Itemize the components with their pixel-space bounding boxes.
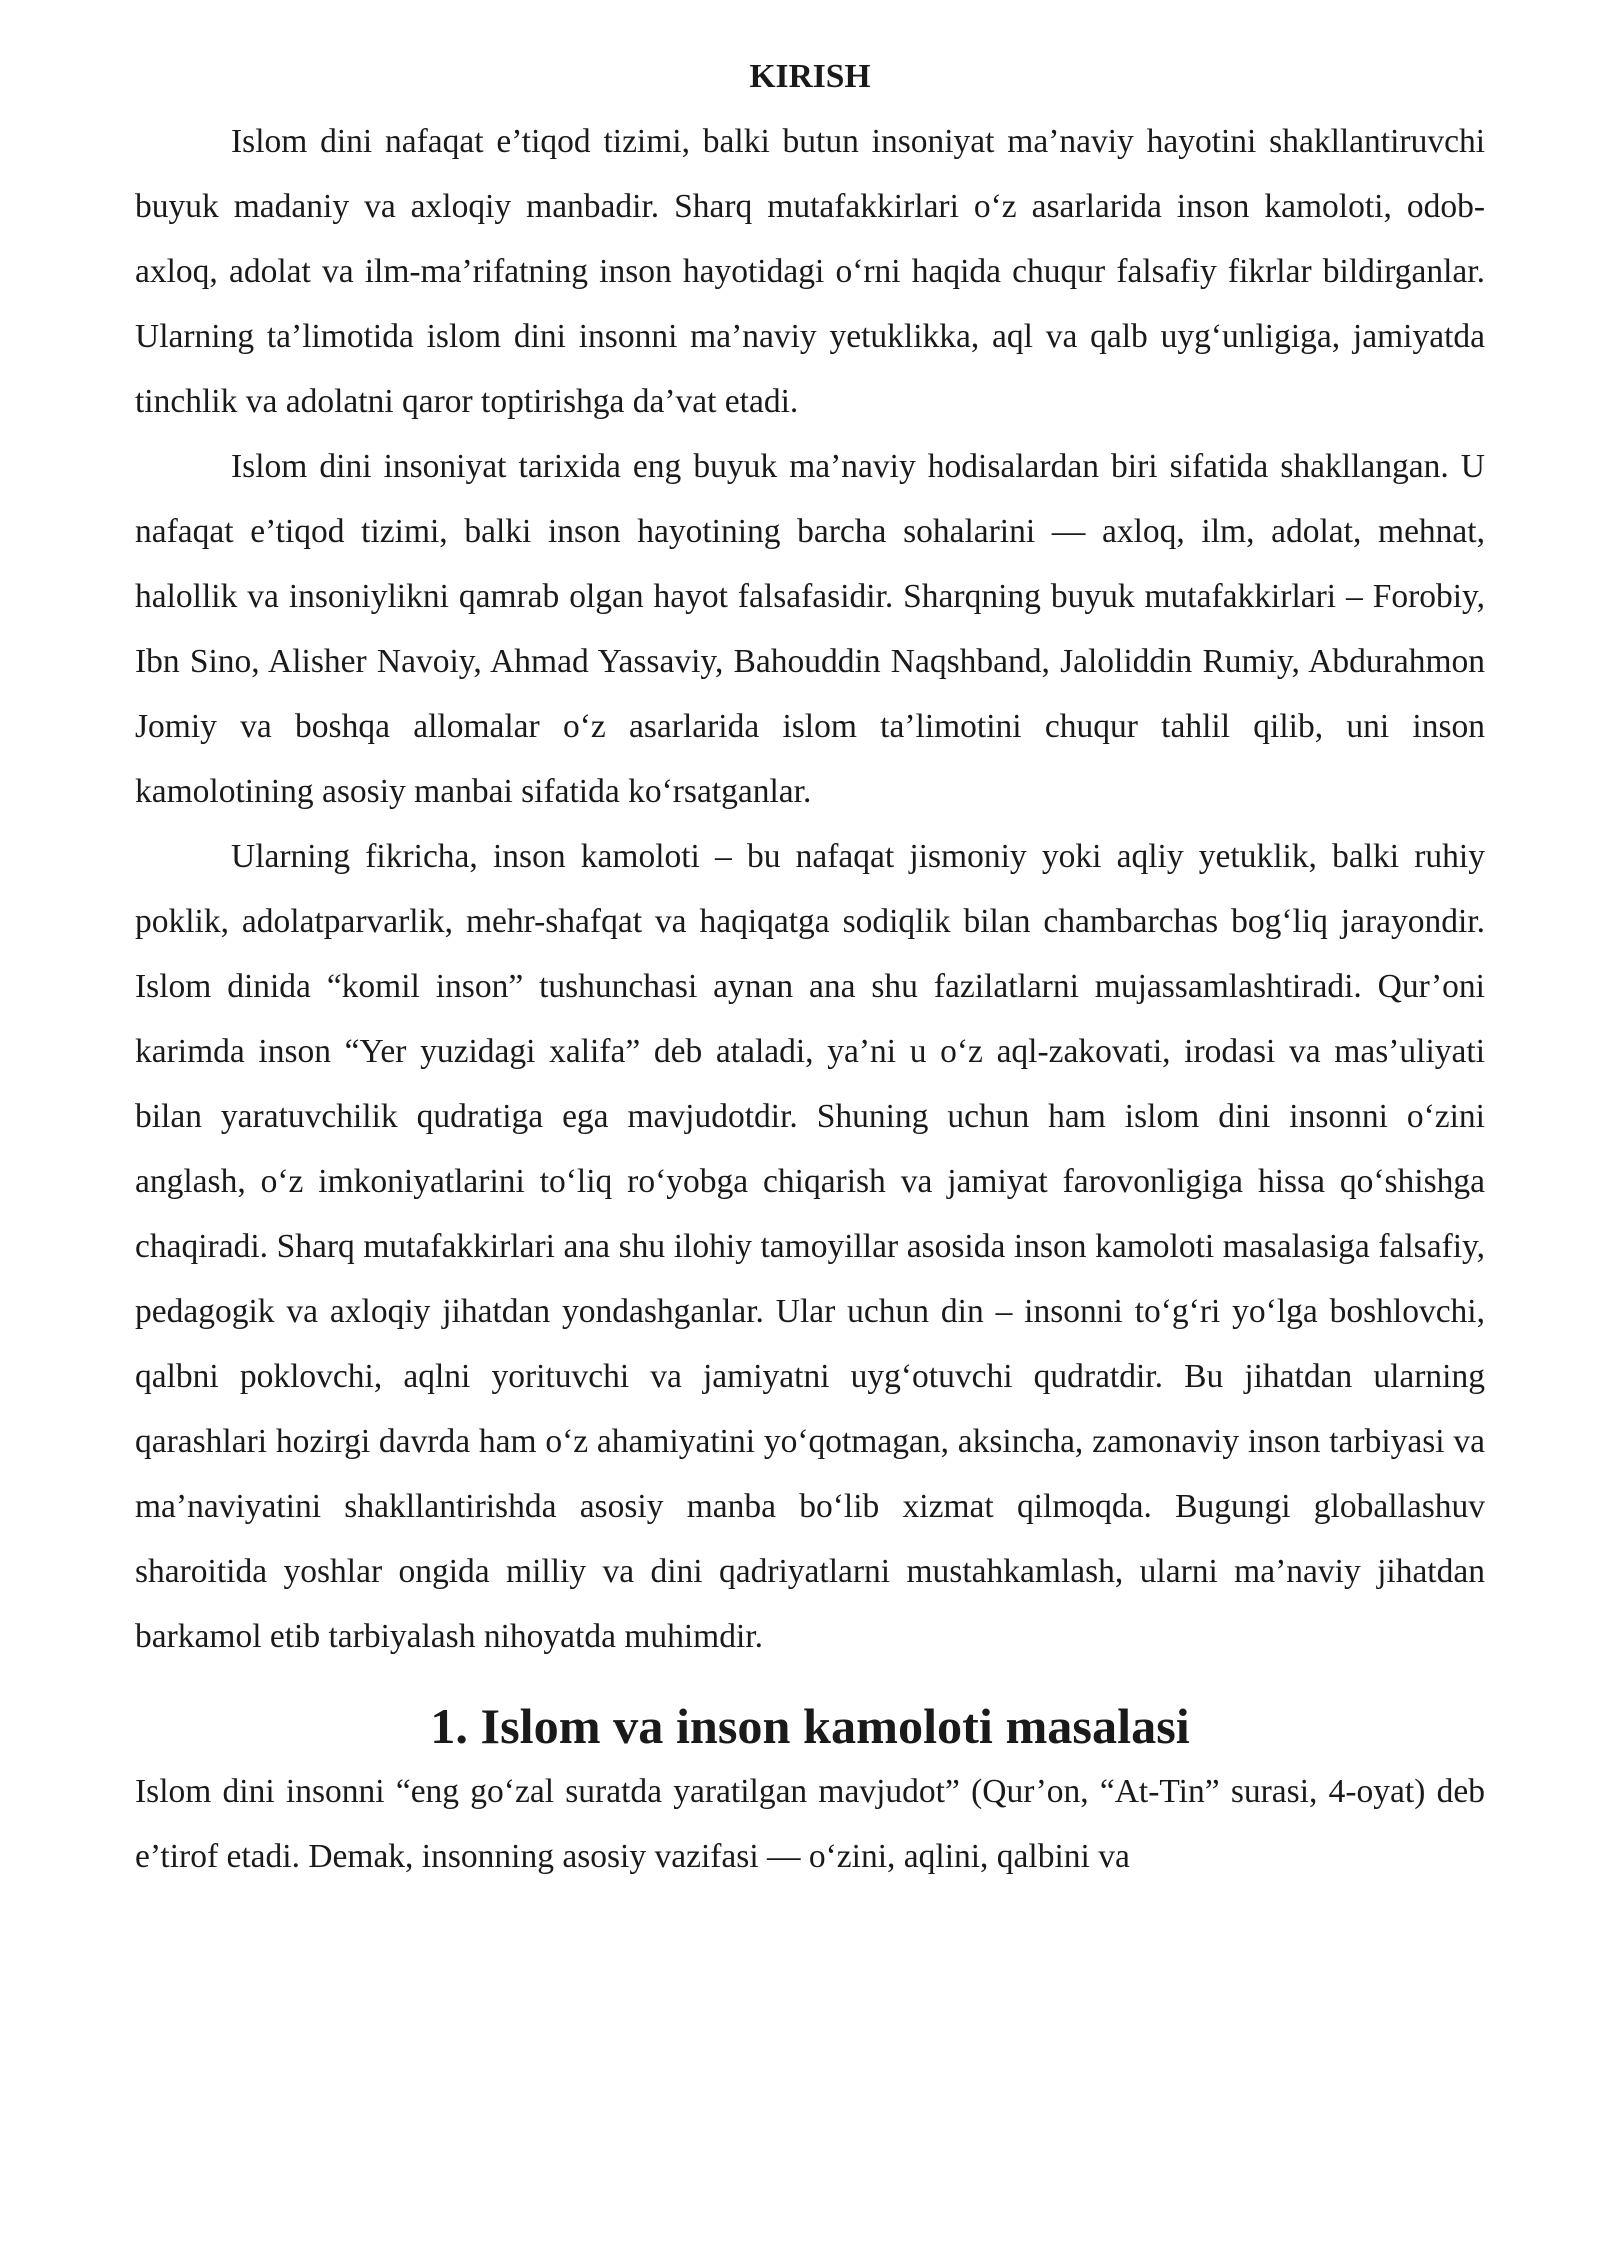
intro-paragraph-1: Islom dini nafaqat e’tiqod tizimi, balki butun insoniyat ma’naviy hayotini shakllantiruvchi buyuk madaniy va axloqiy manbadir. Sharq mutafakkirlari o‘z asarlarida inson kamoloti, odob-axloq, adolat va ilm-ma’rifatning inson hayotidagi o‘rni haqida chuqur falsafiy fikrlar bildirganlar. Ularning ta’limotida islom dini insonni ma’naviy yetuklikka, aql va qalb uyg‘unligiga, jamiyatda tinchlik va adolatni qaror toptirishga da’vat etadi.: [135, 123, 1485, 420]
page-title: KIRISH: [749, 58, 871, 95]
intro-paragraph-2: Islom dini insoniyat tarixida eng buyuk ma’naviy hodisalardan biri sifatida shakllangan. U nafaqat e’tiqod tizimi, balki inson hayotining barcha sohalarini — axloq, ilm, adolat, mehnat, halollik va insoniylikni qamrab olgan hayot falsafasidir. Sharqning buyuk mutafakkirlari – Forobiy, Ibn Sino, Alisher Navoiy, Ahmad Yassaviy, Bahouddin Naqshband, Jaloliddin Rumiy, Abdurahmon Jomiy va boshqa allomalar o‘z asarlarida islom ta’limotini chuqur tahlil qilib, uni inson kamolotining asosiy manbai sifatida ko‘rsatganlar.: [135, 448, 1485, 810]
intro-paragraph-3: Ularning fikricha, inson kamoloti – bu nafaqat jismoniy yoki aqliy yetuklik, balki ruhiy poklik, adolatparvarlik, mehr-shafqat va haqiqatga sodiqlik bilan chambarchas bog‘liq jarayondir. Islom dinida “komil inson” tushunchasi aynan ana shu fazilatlarni mujassamlashtiradi. Qur’oni karimda inson “Yer yuzidagi xalifa” deb ataladi, ya’ni u o‘z aql-zakovati, irodasi va mas’uliyati bilan yaratuvchilik qudratiga ega mavjudotdir. Shuning uchun ham islom dini insonni o‘zini anglash, o‘z imkoniyatlarini to‘liq ro‘yobga chiqarish va jamiyat farovonligiga hissa qo‘shishga chaqiradi. Sharq mutafakkirlari ana shu ilohiy tamoyillar asosida inson kamoloti masalasiga falsafiy, pedagogik va axloqiy jihatdan yondashganlar. Ular uchun din – insonni to‘g‘ri yo‘lga boshlovchi, qalbni poklovchi, aqlni yorituvchi va jamiyatni uyg‘otuvchi qudratdir. Bu jihatdan ularning qarashlari hozirgi davrda ham o‘z ahamiyatini yo‘qotmagan, aksincha, zamonaviy inson tarbiyasi va ma’naviyatini shakllantirishda asosiy manba bo‘lib xizmat qilmoqda. Bugungi globallashuv sharoitida yoshlar ongida milliy va dini qadriyatlarni mustahkamlash, ularni ma’naviy jihatdan barkamol etib tarbiyalash nihoyatda muhimdir.: [135, 838, 1485, 1655]
section-paragraph-1: Islom dini insonni “eng go‘zal suratda yaratilgan mavjudot” (Qur’on, “At-Tin” surasi, 4-oyat) deb e’tirof etadi. Demak, insonning asosiy vazifasi — o‘zini, aqlini, qalbini va: [135, 1773, 1485, 1875]
section-heading: 1. Islom va inson kamoloti masalasi: [430, 1698, 1190, 1754]
document-body: [135, 52, 1485, 1889]
